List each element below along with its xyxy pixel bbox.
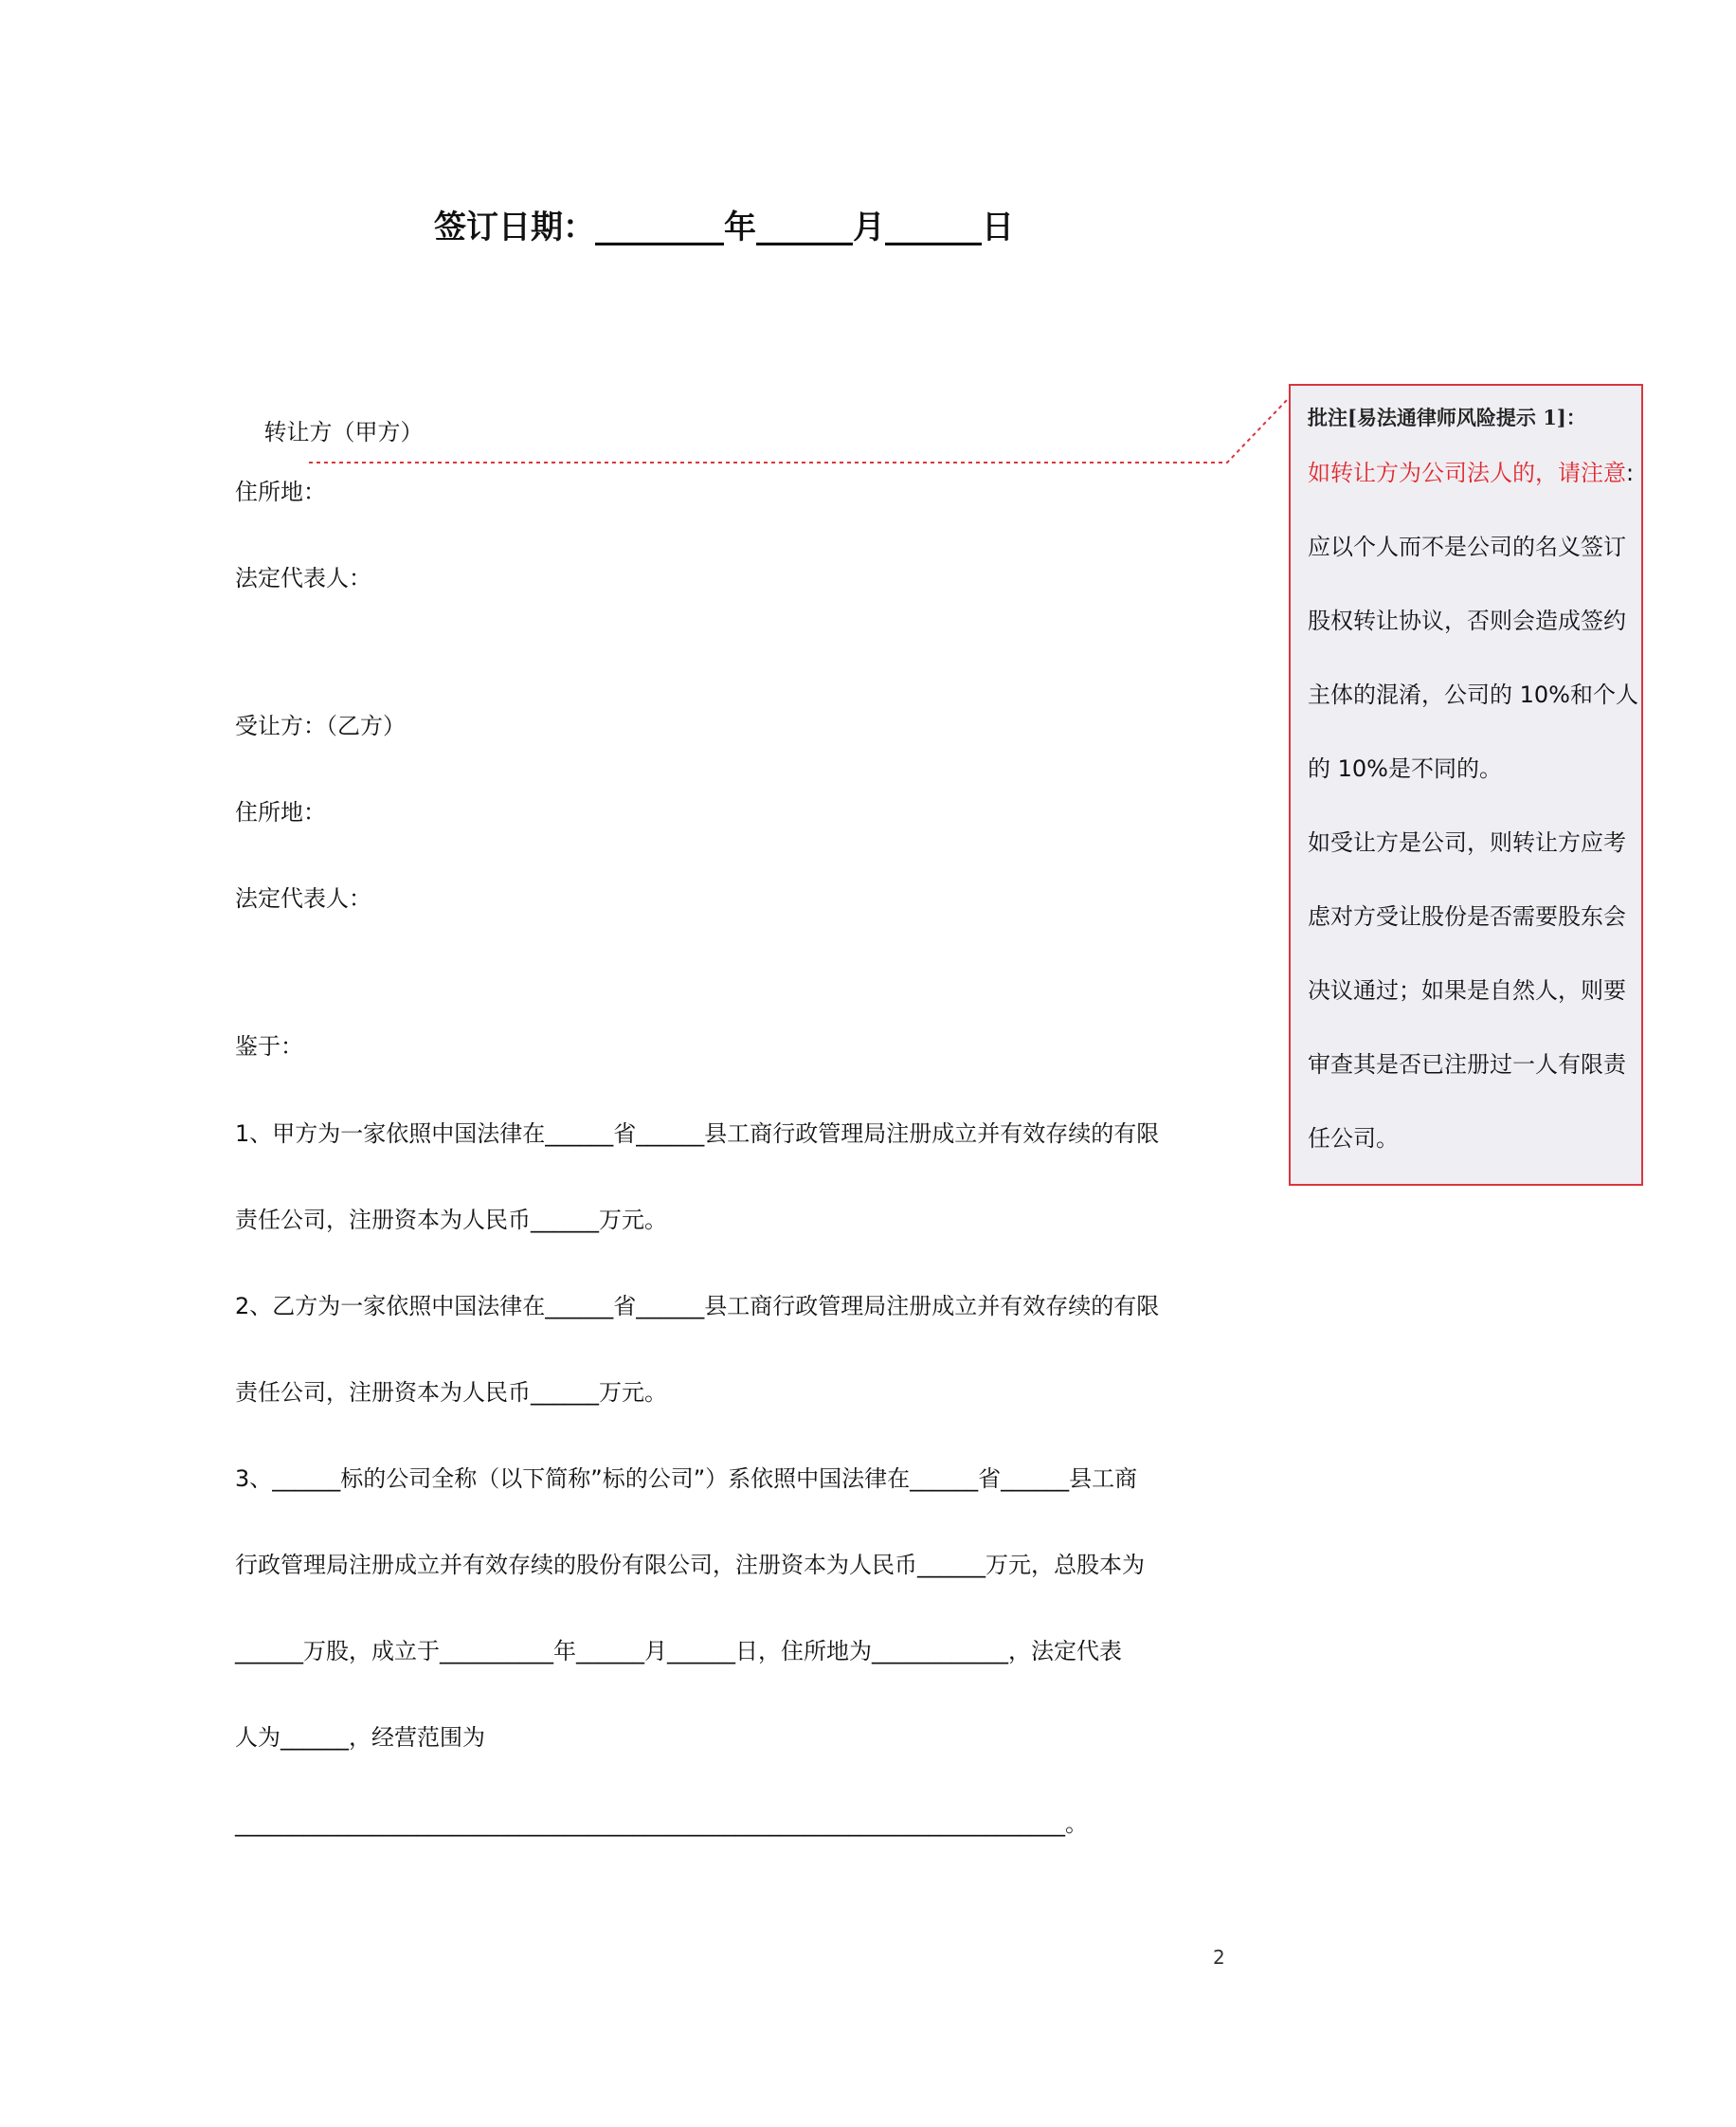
transferor-line (235, 387, 424, 473)
body-line: ______万股，成立于__________年______月______日，住所地为____________，法定代表 (235, 1638, 1122, 1664)
comment-text-line: 的 10%是不同的。 (1308, 755, 1502, 782)
body-line: 2、乙方为一家依照中国法律在______省______县工商行政管理局注册成立并有效存续的有限 (235, 1293, 1160, 1319)
comment-warning-text: 如转让方为公司法人的，请注意 (1308, 460, 1626, 486)
comment-text-line: 决议通过；如果是自然人，则要 (1308, 977, 1626, 1004)
body-line: 责任公司，注册资本为人民币______万元。 (235, 1379, 667, 1406)
whereas-heading: 鉴于： (235, 1033, 303, 1060)
comment-title: 批注[易法通律师风险提示 1]： (1308, 406, 1586, 429)
comment-text-line: 任公司。 (1308, 1125, 1399, 1152)
comment-text-line: 主体的混淆，公司的 10%和个人 (1308, 682, 1638, 708)
transferor-address: 住所地： (235, 479, 326, 505)
body-line: 责任公司，注册资本为人民币______万元。 (235, 1207, 667, 1233)
comment-text-line: 审查其是否已注册过一人有限责 (1308, 1051, 1626, 1078)
transferor-representative: 法定代表人： (235, 565, 371, 591)
comment-text-line: 应以个人而不是公司的名义签订 (1308, 534, 1626, 560)
body-line: 3、______标的公司全称（以下简称”标的公司”）系依照中国法律在______省______县工商 (235, 1465, 1138, 1492)
comment-text-line: 股权转让协议，否则会造成签约 (1308, 608, 1626, 634)
comment-text-line: 如受让方是公司，则转让方应考 (1308, 829, 1626, 856)
transferor-label: 转让方 (263, 419, 333, 445)
commented-word[interactable] (264, 413, 333, 446)
transferor-party-a: （甲方） (332, 419, 424, 445)
transferee-line: 受让方：（乙方） (235, 713, 406, 739)
body-line: _________________________________________________________________________。 (235, 1810, 1088, 1837)
page-number: 2 (1213, 1946, 1225, 1969)
body-line: 行政管理局注册成立并有效存续的股份有限公司，注册资本为人民币______万元，总股本为 (235, 1552, 1145, 1578)
transferee-representative: 法定代表人： (235, 885, 371, 912)
signing-date: 签订日期：________年______月______日 (434, 209, 1014, 246)
body-line: 1、甲方为一家依照中国法律在______省______县工商行政管理局注册成立并有效存续的有限 (235, 1120, 1160, 1147)
body-line: 人为______，经营范围为 (235, 1724, 485, 1751)
comment-balloon[interactable] (1289, 384, 1643, 1186)
comment-warning-colon: : (1626, 460, 1635, 486)
comment-text-line: 虑对方受让股份是否需要股东会 (1308, 903, 1626, 930)
comment-warning (1308, 454, 1634, 487)
transferee-address: 住所地： (235, 799, 326, 826)
